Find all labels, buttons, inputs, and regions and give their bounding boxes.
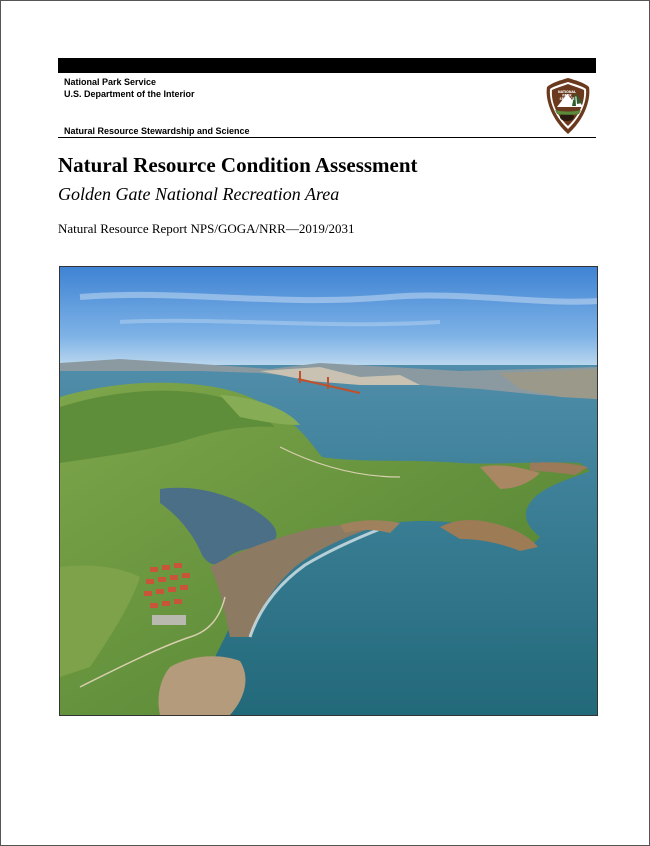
- document-subtitle: Golden Gate National Recreation Area: [58, 184, 340, 204]
- logo-text-2: PARK: [562, 93, 572, 98]
- logo-text-1: NATIONAL: [557, 90, 577, 94]
- sky: [60, 267, 597, 365]
- report-number: Natural Resource Report NPS/GOGA/NRR—2019/2031: [58, 221, 355, 236]
- logo-text-3: SERVICE: [559, 97, 575, 101]
- agency-name: National Park Service: [64, 77, 157, 87]
- nps-arrowhead-logo: [545, 77, 591, 135]
- header-bar: [58, 58, 596, 73]
- document-title: Natural Resource Condition Assessment: [58, 153, 418, 177]
- header-rule: [58, 137, 596, 138]
- program-name: Natural Resource Stewardship and Science: [64, 126, 250, 136]
- department-name: U.S. Department of the Interior: [64, 88, 195, 99]
- aerial-cover-photo: [59, 266, 598, 716]
- agency-block: [64, 77, 195, 100]
